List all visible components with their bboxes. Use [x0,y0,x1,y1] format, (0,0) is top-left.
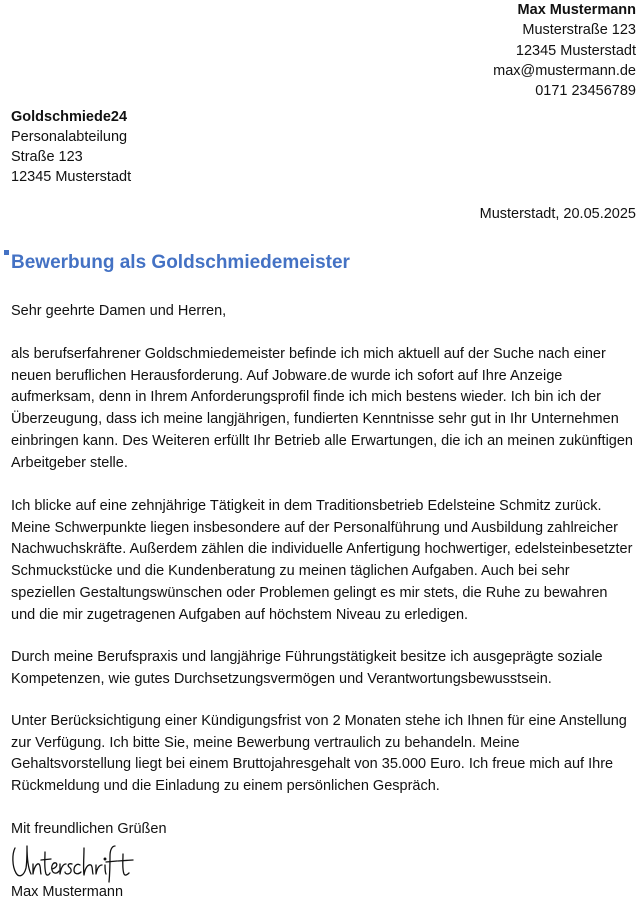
salutation: Sehr geehrte Damen und Herren, [11,303,227,319]
letter-date: Musterstadt, 20.05.2025 [479,206,636,222]
sender-phone: 0171 23456789 [535,83,636,100]
body-paragraph-1: als berufserfahrener Goldschmiedemeister befinde ich mich aktuell auf der Suche nach einer neuen beruflichen Herausforderung. Auf Jobware.de wurde ich sofort auf Ihre Anzeige aufmerksam, denn in Ihrem Anforderungsprofil finde ich mich bestens wieder. Ich bin ich der Überzeugung, dass ich meine langjährigen, fundierten Kenntnisse sehr gut in Ihr Unternehmen einbringen kann. Des Weiteren erfüllt Ihr Betrieb alle Erwartungen, die ich an meinen zukünftigen Arbeitgeber stelle. [11,346,633,471]
recipient-block [11,107,311,187]
body-paragraph-2: Ich blicke auf eine zehnjährige Tätigkeit in dem Traditionsbetrieb Edelsteine Schmitz zurück. Meine Schwerpunkte liegen insbesondere auf der Personalführung und Ausbildung zahlreicher Nachwuchskräfte. Außerdem zählen die individuelle Anfertigung hochwertiger, edelsteinbesetzter Schmuckstücke und die Kundenberatung zu meinen täglichen Aufgaben. Auch bei sehr speziellen Gestaltungswünschen oder Problemen gelingt es mir stets, die Ruhe zu bewahren und die mir zugetragenen Aufgaben auf höchstem Niveau zu erledigen. [11,498,633,623]
recipient-company: Goldschmiede24 [11,109,128,125]
body-paragraph-4: Unter Berücksichtigung einer Kündigungsfrist von 2 Monaten stehe ich Ihnen für eine Anstellung zur Verfügung. Ich bitte Sie, meine Bewerbung vertraulich zu behandeln. Meine Gehaltsvorstellung liegt bei einem Bruttojahresgehalt von 35.000 Euro. Ich freue mich auf Ihre Rückmeldung und die Einladung zu einem persönlichen Gespräch. [11,713,627,795]
recipient-city: 12345 Musterstadt [11,169,132,185]
subject-marker [4,250,9,255]
sender-city: 12345 Musterstadt [515,42,636,59]
body-paragraph-3: Durch meine Berufspraxis und langjährige Führungstätigkeit besitze ich ausgeprägte soziale Kompetenzen, wie gutes Durchsetzungsvermögen und Verantwortungsbewusstsein. [11,649,603,687]
sender-block [276,0,636,101]
recipient-department: Personalabteilung [11,129,128,145]
signer-name: Max Mustermann [11,884,124,900]
sender-name: Max Mustermann [517,2,636,18]
recipient-street: Straße 123 [11,149,83,165]
sender-street: Musterstraße 123 [522,22,636,39]
closing-phrase: Mit freundlichen Grüßen [11,821,167,837]
subject-heading: Bewerbung als Goldschmiedemeister [11,252,350,273]
handwritten-signature [9,838,139,884]
sender-email: max@mustermann.de [493,62,636,79]
